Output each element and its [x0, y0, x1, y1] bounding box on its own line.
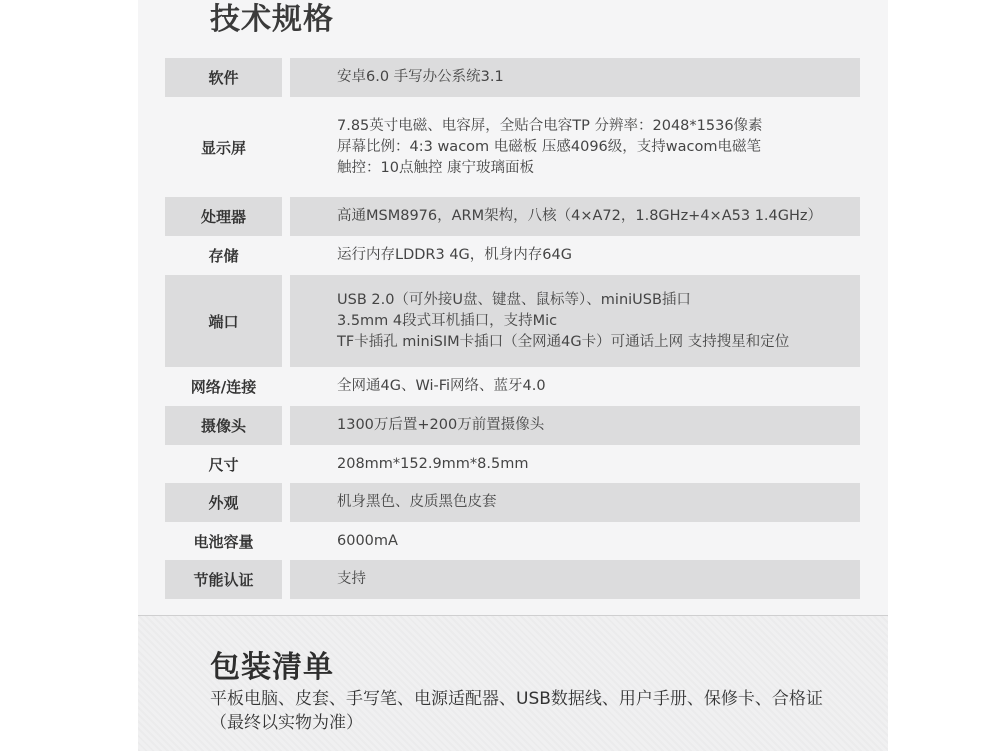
spec-value [290, 236, 860, 275]
packing-items: 平板电脑、皮套、手写笔、电源适配器、USB数据线、用户手册、保修卡、合格证 [210, 689, 823, 709]
spec-label: 电池容量 [193, 532, 254, 551]
spec-label: 显示屏 [200, 138, 246, 157]
spec-value-line: 高通MSM8976，ARM架构，八核（4×A72，1.8GHz+4×A53 1.4GHz） [337, 208, 822, 224]
spec-value-line: 运行内存LDDR3 4G，机身内存64G [337, 247, 572, 263]
spec-value [290, 275, 860, 367]
spec-row-display [165, 105, 860, 189]
spec-label: 软件 [165, 58, 282, 97]
spec-value [290, 406, 860, 445]
spec-row-ports [165, 275, 860, 367]
spec-value-line: 触控：10点触控 康宁玻璃面板 [337, 159, 535, 176]
spec-label: 摄像头 [165, 406, 282, 445]
spec-value-line: 1300万后置+200万前置摄像头 [337, 417, 545, 433]
spec-value [290, 522, 860, 560]
spec-value-line: 支持 [337, 571, 366, 587]
spec-value-line: 6000mA [337, 532, 398, 549]
spec-value [290, 445, 860, 483]
spec-label: 尺寸 [208, 455, 239, 474]
spec-value-line: 208mm*152.9mm*8.5mm [337, 455, 529, 472]
spec-row-software [165, 58, 860, 97]
spec-value [290, 58, 860, 97]
spec-row-appearance [165, 483, 860, 522]
spec-label: 存储 [208, 247, 239, 265]
spec-value-line: 3.5mm 4段式耳机插口，支持Mic [337, 312, 558, 329]
spec-value-line: 屏幕比例：4:3 wacom 电磁板 压感4096级，支持wacom电磁笔 [337, 138, 761, 155]
spec-row-processor [165, 197, 860, 236]
spec-label: 节能认证 [165, 560, 282, 599]
spec-value-line: 7.85英寸电磁、电容屏，全贴合电容TP 分辨率：2048*1536像素 [337, 117, 763, 134]
spec-label: 处理器 [165, 197, 282, 236]
spec-label: 外观 [165, 483, 282, 522]
spec-label: 端口 [165, 275, 282, 367]
spec-value-line: 全网通4G、Wi-Fi网络、蓝牙4.0 [337, 378, 546, 394]
spec-value [290, 560, 860, 599]
spec-value-line: 安卓6.0 手写办公系统3.1 [337, 69, 504, 85]
spec-label: 网络/连接 [190, 378, 257, 396]
spec-row-camera [165, 406, 860, 445]
packing-note: （最终以实物为准） [210, 713, 363, 733]
spec-value [290, 105, 860, 189]
spec-value-line: 机身黑色、皮质黑色皮套 [337, 494, 497, 510]
spec-value [290, 367, 860, 406]
spec-row-energy [165, 560, 860, 599]
spec-row-network [165, 367, 860, 406]
spec-row-battery [165, 522, 860, 560]
spec-section-title: 技术规格 [210, 2, 334, 37]
spec-value [290, 483, 860, 522]
spec-value-line: TF卡插孔 miniSIM卡插口（全网通4G卡）可通话上网 支持搜星和定位 [337, 333, 790, 350]
spec-table [165, 58, 860, 599]
packing-section-title: 包装清单 [210, 650, 334, 685]
spec-row-storage [165, 236, 860, 275]
spec-value [290, 197, 860, 236]
spec-row-size [165, 445, 860, 483]
spec-value-line: USB 2.0（可外接U盘、键盘、鼠标等）、miniUSB插口 [337, 291, 691, 308]
